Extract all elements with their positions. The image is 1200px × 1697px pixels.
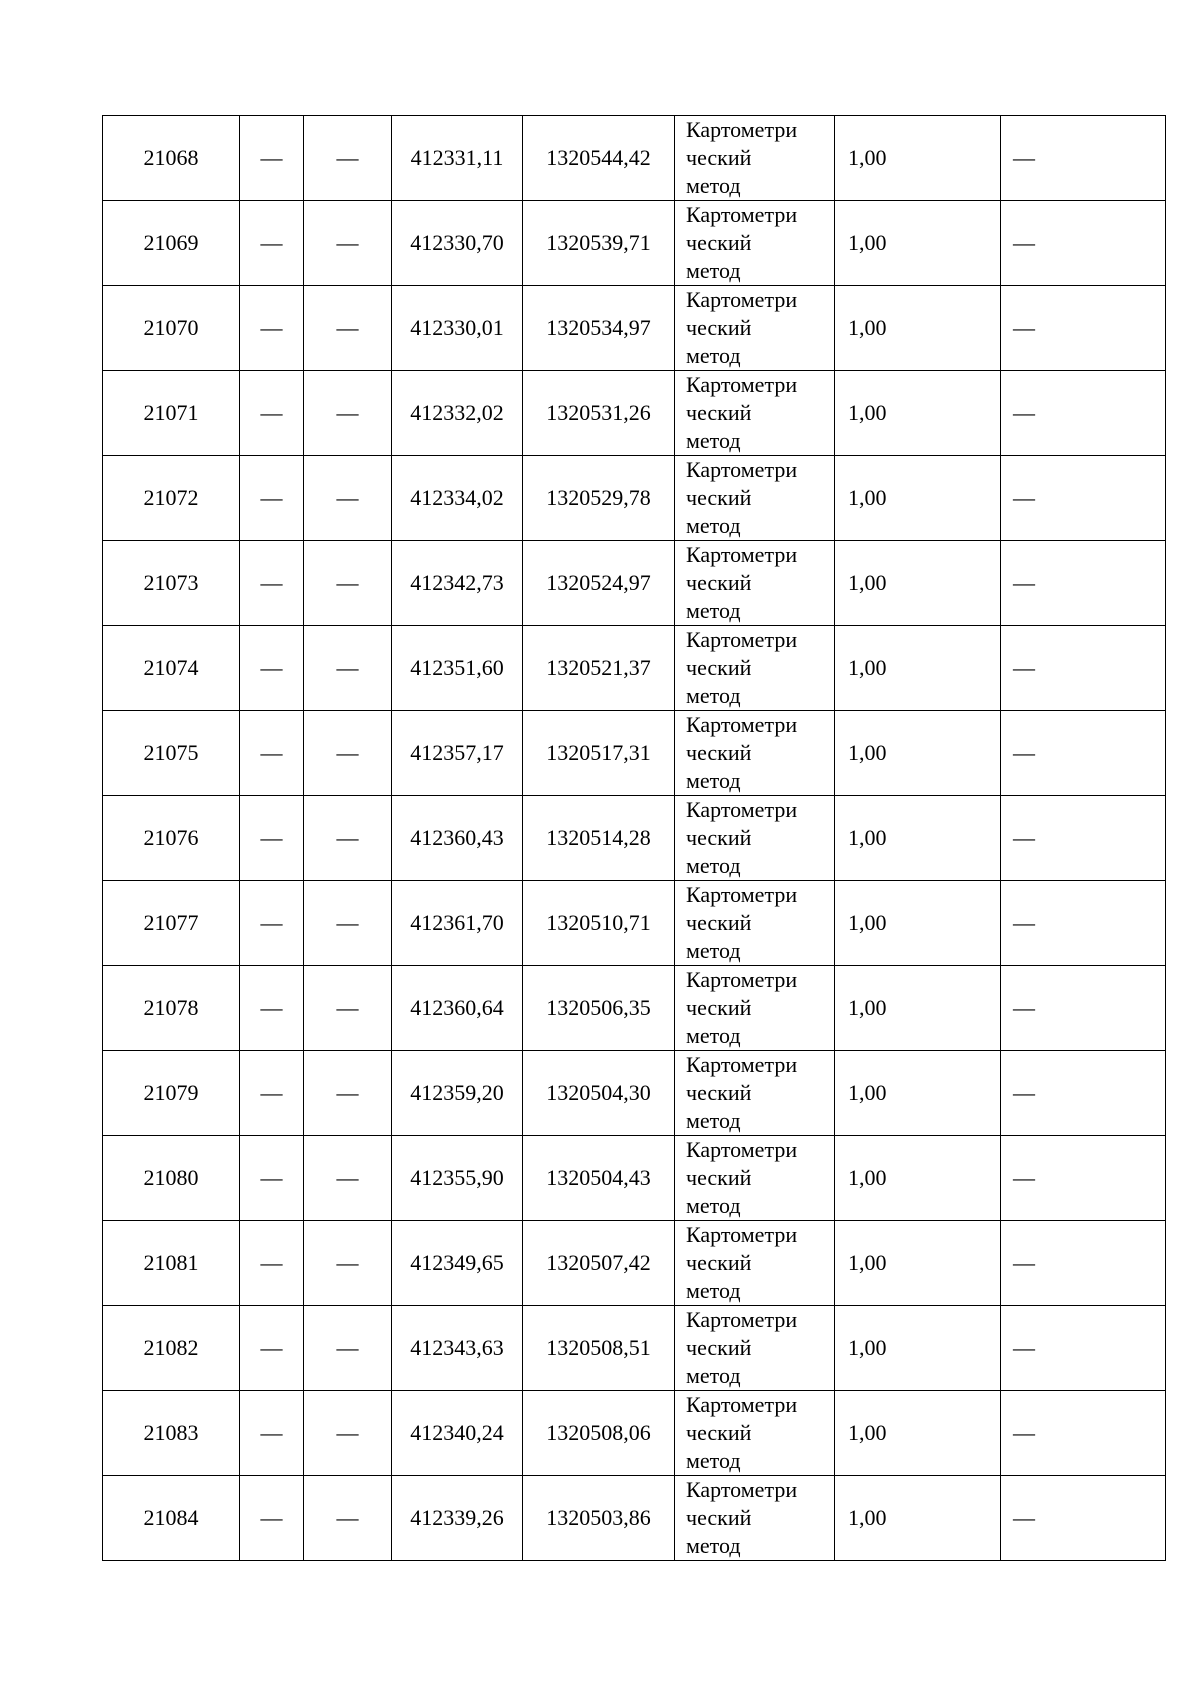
description-cell: — [1001, 286, 1166, 371]
x-coordinate-cell: 412331,11 [392, 116, 523, 201]
y-coordinate-cell: 1320539,71 [523, 201, 675, 286]
point-number-cell: 21080 [103, 1136, 240, 1221]
x-coordinate-cell: 412334,02 [392, 456, 523, 541]
table-row [103, 796, 1166, 881]
precision-cell: 1,00 [835, 541, 1001, 626]
old-y-cell: — [304, 626, 392, 711]
precision-cell: 1,00 [835, 796, 1001, 881]
old-x-cell: — [240, 711, 304, 796]
description-cell: — [1001, 711, 1166, 796]
description-cell: — [1001, 1476, 1166, 1561]
point-number-cell: 21069 [103, 201, 240, 286]
table-body [103, 116, 1166, 1561]
point-number-cell: 21068 [103, 116, 240, 201]
point-number-cell: 21078 [103, 966, 240, 1051]
method-cell [675, 1476, 835, 1561]
old-y-cell: — [304, 371, 392, 456]
method-cell [675, 1306, 835, 1391]
y-coordinate-cell: 1320506,35 [523, 966, 675, 1051]
x-coordinate-cell: 412349,65 [392, 1221, 523, 1306]
precision-cell: 1,00 [835, 286, 1001, 371]
x-coordinate-cell: 412360,43 [392, 796, 523, 881]
description-cell: — [1001, 1221, 1166, 1306]
method-cell [675, 1136, 835, 1221]
old-x-cell: — [240, 286, 304, 371]
method-cell [675, 201, 835, 286]
x-coordinate-cell: 412342,73 [392, 541, 523, 626]
table-row [103, 966, 1166, 1051]
precision-cell: 1,00 [835, 1306, 1001, 1391]
method-text: Картометри ческий метод [686, 882, 798, 963]
y-coordinate-cell: 1320531,26 [523, 371, 675, 456]
old-x-cell: — [240, 1476, 304, 1561]
table-row [103, 456, 1166, 541]
x-coordinate-cell: 412330,70 [392, 201, 523, 286]
method-text: Картометри ческий метод [686, 372, 798, 453]
old-x-cell: — [240, 541, 304, 626]
table-row [103, 1221, 1166, 1306]
description-cell: — [1001, 116, 1166, 201]
point-number-cell: 21079 [103, 1051, 240, 1136]
old-y-cell: — [304, 881, 392, 966]
description-cell: — [1001, 1391, 1166, 1476]
description-cell: — [1001, 881, 1166, 966]
table-row [103, 1391, 1166, 1476]
old-x-cell: — [240, 201, 304, 286]
precision-cell: 1,00 [835, 1136, 1001, 1221]
y-coordinate-cell: 1320529,78 [523, 456, 675, 541]
table-row [103, 1476, 1166, 1561]
old-y-cell: — [304, 1306, 392, 1391]
method-text: Картометри ческий метод [686, 1222, 798, 1303]
precision-cell: 1,00 [835, 881, 1001, 966]
table-row [103, 1136, 1166, 1221]
y-coordinate-cell: 1320507,42 [523, 1221, 675, 1306]
method-text: Картометри ческий метод [686, 712, 798, 793]
method-text: Картометри ческий метод [686, 1137, 798, 1218]
y-coordinate-cell: 1320514,28 [523, 796, 675, 881]
old-y-cell: — [304, 1221, 392, 1306]
method-text: Картометри ческий метод [686, 202, 798, 283]
old-y-cell: — [304, 711, 392, 796]
method-text: Картометри ческий метод [686, 1477, 798, 1558]
point-number-cell: 21070 [103, 286, 240, 371]
description-cell: — [1001, 201, 1166, 286]
old-x-cell: — [240, 456, 304, 541]
x-coordinate-cell: 412330,01 [392, 286, 523, 371]
old-y-cell: — [304, 456, 392, 541]
old-x-cell: — [240, 626, 304, 711]
y-coordinate-cell: 1320524,97 [523, 541, 675, 626]
description-cell: — [1001, 541, 1166, 626]
table-row [103, 881, 1166, 966]
precision-cell: 1,00 [835, 1221, 1001, 1306]
precision-cell: 1,00 [835, 711, 1001, 796]
x-coordinate-cell: 412359,20 [392, 1051, 523, 1136]
method-cell [675, 966, 835, 1051]
method-text: Картометри ческий метод [686, 1052, 798, 1133]
method-text: Картометри ческий метод [686, 627, 798, 708]
description-cell: — [1001, 456, 1166, 541]
method-cell [675, 286, 835, 371]
description-cell: — [1001, 1051, 1166, 1136]
point-number-cell: 21081 [103, 1221, 240, 1306]
precision-cell: 1,00 [835, 371, 1001, 456]
point-number-cell: 21074 [103, 626, 240, 711]
description-cell: — [1001, 1306, 1166, 1391]
old-y-cell: — [304, 201, 392, 286]
table-row [103, 626, 1166, 711]
old-y-cell: — [304, 1391, 392, 1476]
x-coordinate-cell: 412339,26 [392, 1476, 523, 1561]
y-coordinate-cell: 1320544,42 [523, 116, 675, 201]
table-row [103, 201, 1166, 286]
point-number-cell: 21083 [103, 1391, 240, 1476]
point-number-cell: 21077 [103, 881, 240, 966]
old-y-cell: — [304, 116, 392, 201]
method-cell [675, 626, 835, 711]
x-coordinate-cell: 412351,60 [392, 626, 523, 711]
description-cell: — [1001, 626, 1166, 711]
coordinates-table [102, 115, 1166, 1561]
method-text: Картометри ческий метод [686, 117, 798, 198]
table-row [103, 711, 1166, 796]
precision-cell: 1,00 [835, 456, 1001, 541]
y-coordinate-cell: 1320503,86 [523, 1476, 675, 1561]
description-cell: — [1001, 966, 1166, 1051]
x-coordinate-cell: 412340,24 [392, 1391, 523, 1476]
x-coordinate-cell: 412343,63 [392, 1306, 523, 1391]
method-text: Картометри ческий метод [686, 542, 798, 623]
old-x-cell: — [240, 881, 304, 966]
method-cell [675, 711, 835, 796]
method-cell [675, 456, 835, 541]
old-x-cell: — [240, 371, 304, 456]
precision-cell: 1,00 [835, 1476, 1001, 1561]
y-coordinate-cell: 1320517,31 [523, 711, 675, 796]
table-row [103, 541, 1166, 626]
table-row [103, 1051, 1166, 1136]
point-number-cell: 21072 [103, 456, 240, 541]
table-row [103, 116, 1166, 201]
table-row [103, 286, 1166, 371]
precision-cell: 1,00 [835, 966, 1001, 1051]
old-y-cell: — [304, 1476, 392, 1561]
method-cell [675, 371, 835, 456]
method-cell [675, 116, 835, 201]
y-coordinate-cell: 1320534,97 [523, 286, 675, 371]
method-cell [675, 796, 835, 881]
old-y-cell: — [304, 796, 392, 881]
x-coordinate-cell: 412357,17 [392, 711, 523, 796]
old-y-cell: — [304, 966, 392, 1051]
old-x-cell: — [240, 1136, 304, 1221]
old-x-cell: — [240, 1051, 304, 1136]
y-coordinate-cell: 1320504,43 [523, 1136, 675, 1221]
method-text: Картометри ческий метод [686, 797, 798, 878]
table-row [103, 1306, 1166, 1391]
y-coordinate-cell: 1320508,06 [523, 1391, 675, 1476]
y-coordinate-cell: 1320504,30 [523, 1051, 675, 1136]
precision-cell: 1,00 [835, 201, 1001, 286]
point-number-cell: 21082 [103, 1306, 240, 1391]
old-x-cell: — [240, 1221, 304, 1306]
precision-cell: 1,00 [835, 626, 1001, 711]
method-text: Картометри ческий метод [686, 1392, 798, 1473]
y-coordinate-cell: 1320508,51 [523, 1306, 675, 1391]
method-text: Картометри ческий метод [686, 457, 798, 538]
x-coordinate-cell: 412360,64 [392, 966, 523, 1051]
x-coordinate-cell: 412355,90 [392, 1136, 523, 1221]
old-y-cell: — [304, 1136, 392, 1221]
method-text: Картометри ческий метод [686, 1307, 798, 1388]
method-cell [675, 881, 835, 966]
method-cell [675, 1051, 835, 1136]
precision-cell: 1,00 [835, 1051, 1001, 1136]
method-cell [675, 1391, 835, 1476]
old-x-cell: — [240, 966, 304, 1051]
y-coordinate-cell: 1320521,37 [523, 626, 675, 711]
old-x-cell: — [240, 1306, 304, 1391]
x-coordinate-cell: 412361,70 [392, 881, 523, 966]
description-cell: — [1001, 1136, 1166, 1221]
precision-cell: 1,00 [835, 116, 1001, 201]
point-number-cell: 21071 [103, 371, 240, 456]
method-text: Картометри ческий метод [686, 287, 798, 368]
point-number-cell: 21084 [103, 1476, 240, 1561]
old-x-cell: — [240, 796, 304, 881]
method-cell [675, 1221, 835, 1306]
old-y-cell: — [304, 541, 392, 626]
old-x-cell: — [240, 116, 304, 201]
method-cell [675, 541, 835, 626]
method-text: Картометри ческий метод [686, 967, 798, 1048]
description-cell: — [1001, 371, 1166, 456]
old-y-cell: — [304, 1051, 392, 1136]
old-y-cell: — [304, 286, 392, 371]
x-coordinate-cell: 412332,02 [392, 371, 523, 456]
y-coordinate-cell: 1320510,71 [523, 881, 675, 966]
point-number-cell: 21075 [103, 711, 240, 796]
old-x-cell: — [240, 1391, 304, 1476]
description-cell: — [1001, 796, 1166, 881]
precision-cell: 1,00 [835, 1391, 1001, 1476]
point-number-cell: 21073 [103, 541, 240, 626]
table-row [103, 371, 1166, 456]
point-number-cell: 21076 [103, 796, 240, 881]
